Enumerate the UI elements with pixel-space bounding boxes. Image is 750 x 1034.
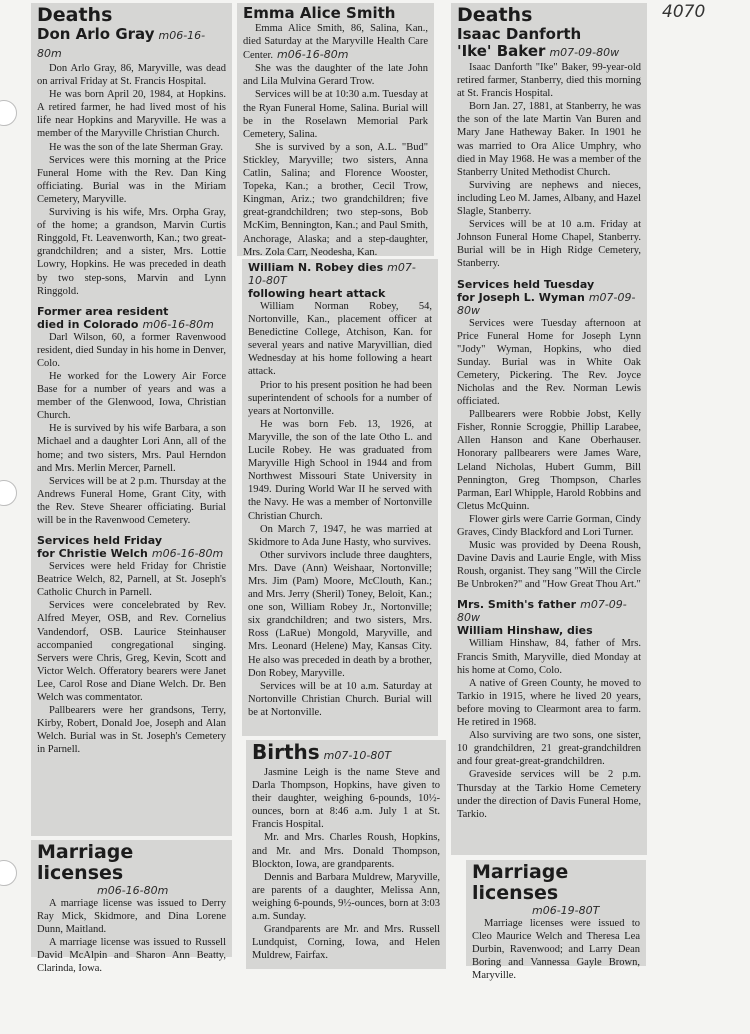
baker-paragraph: Services will be at 10 a.m. Friday at Johnson Funeral Home Chapel, Stanberry. Burial will be in High Ridge Cemetery, Stanberry.: [457, 219, 641, 270]
clipping-marriage-licenses-left: [31, 840, 232, 975]
robey-paragraph: He was born Feb. 13, 1926, at Maryville, the son of the late Otho L. and Lucile Robey. He was graduated from Maryville High School in 1944 and from Northwest Missouri State University in 1949. During World War II he served with the Navy. He was a member of Nortonville Christian Church.: [248, 418, 432, 522]
baker-paragraph: Born Jan. 27, 1881, at Stanberry, he was the son of the late Martin Van Buren and Mary Jane Hatheway Baker. In 1901 he was married to Ora Alice Umphry, who died in May 1968. He was a member of the Stanberry United Methodist Church.: [457, 101, 641, 178]
page-number: 4070: [662, 2, 706, 22]
gray-paragraph: Surviving is his wife, Mrs. Orpha Gray, of the home; a grandson, Marvin Curtis Ringgold, Ft. Leavenworth, Kan.; two great-grandchildren; and a sister, Mrs. Lottie Lowry, Hopkins. He was preceded in death by two step-sons, Marvin and Lynn Ringgold.: [37, 207, 226, 297]
baker-title-line2: 'Ike' Baker: [457, 42, 546, 60]
welch-headline-line1: Services held Friday: [37, 534, 163, 548]
wyman-paragraph: Services were Tuesday afternoon at Price Funeral Home for Joseph Lynn "Jody" Wyman, Hopkins, who died Sunday. Burial was in White Oak Cemetery, Pickering. The Rev. Joyce Nicholas and the Rev. Norman Lewis officiated.: [457, 317, 641, 408]
clipping-births: [246, 740, 446, 969]
obituary-title-baker: [457, 26, 641, 61]
baker-paragraph: Surviving are nephews and nieces, including Leo M. James, Albany, and Hazel Slagle, Stanberry.: [457, 179, 641, 218]
wilson-paragraph: He worked for the Lowery Air Force Base for a number of years and was a member of the Glenwood, Iowa, Christian Church.: [37, 370, 226, 422]
gray-paragraph: Services were this morning at the Price Funeral Home with the Rev. Dan King officiating. Burial was in the Miriam Cemetery, Maryville.: [37, 154, 226, 205]
clipping-left-column: [31, 3, 232, 836]
wilson-headline-line1: Former area resident: [37, 304, 169, 318]
robey-headline-line2: following heart attack: [248, 287, 386, 300]
births-paragraph: Grandparents are Mr. and Mrs. Russell Lundquist, Corning, Iowa, and Helen Muldrew, Fairfax.: [252, 924, 440, 962]
deaths-header-right: Deaths: [457, 4, 533, 26]
handwritten-date-note: m07-09-80w: [549, 46, 620, 59]
hinshaw-headline-line1: Mrs. Smith's father: [457, 598, 577, 612]
gray-title-text: Don Arlo Gray: [37, 25, 155, 43]
handwritten-date-note: m06-16-80m: [277, 48, 349, 62]
hinshaw-headline: [457, 598, 641, 637]
wilson-paragraph: He is survived by his wife Barbara, a son Michael and a daughter Lori Ann, all of the home; and two sisters, Mrs. Paul Herndon and Mrs. Merlin Mercer, Parnell.: [37, 423, 226, 474]
handwritten-date-note: m07-09-80w: [457, 598, 627, 625]
wyman-headline-line2: for Joseph L. Wyman: [457, 290, 585, 304]
handwritten-date-note: m07-10-80T: [323, 749, 392, 762]
wilson-paragraph: Darl Wilson, 60, a former Ravenwood resident, died Sunday in his home in Denver, Colo.: [37, 331, 226, 369]
births-paragraph: Dennis and Barbara Muldrew, Maryville, are parents of a daughter, Melissa Ann, weighing 6-pounds, 9½-ounces, born at 3:03 a.m. Sunday.: [252, 871, 440, 923]
welch-headline-line2: for Christie Welch: [37, 547, 148, 561]
hinshaw-paragraph: A native of Green County, he moved to Tarkio in 1915, where he lived 20 years, before moving to Clearmont area to farm. He retired in 1968.: [457, 677, 641, 729]
binder-hole-top: [0, 100, 17, 126]
binder-hole-middle: [0, 480, 17, 506]
handwritten-date-note: m06-16-80m: [37, 29, 206, 60]
clipping-emma-alice-smith: [237, 3, 434, 256]
robey-paragraph: On March 7, 1947, he was married at Skidmore to Ada June Hasty, who survives.: [248, 523, 432, 548]
wyman-headline-line1: Services held Tuesday: [457, 277, 595, 291]
wilson-paragraph: Services will be at 2 p.m. Thursday at the Andrews Funeral Home, Grant City, with the Rev. Steve Shearer officiating. Burial will be in the Ravenwood Cemetery.: [37, 475, 226, 526]
marriage-paragraph: Marriage licenses were issued to Cleo Maurice Welch and Theresa Lea Durbin, Ravenwood; and Larry Dean Boring and Vannessa Gayle Brown, Maryville.: [472, 918, 640, 982]
welch-headline: [37, 534, 226, 560]
clipping-marriage-licenses-right: [466, 860, 646, 982]
robey-headline: [248, 261, 432, 300]
deaths-header-left: Deaths: [37, 4, 113, 26]
robey-paragraph: Other survivors include three daughters, Mrs. Dave (Ann) Weishaar, Nortonville; Mrs. Jim (Pam) Moore, McClouth, Kan.; and Mrs. Jerry (Sheril) Toney, Beloit, Kan.; one son, William Robey Jr., Nortonville; six grandchildren; and two sisters, Mrs. Ross (LaRue) Mongold, Maryville, and Mrs. Leonard (Helene) May, Kansas City. He also was preceded in death by a brother, Don Robey, Maryville.: [248, 549, 432, 679]
births-paragraph: Mr. and Mrs. Charles Roush, Hopkins, and Mr. and Mrs. Donald Thompson, Blockton, Iowa, are grandparents.: [252, 832, 440, 870]
baker-title-line1: Isaac Danforth: [457, 25, 582, 43]
marriage-paragraph: A marriage license was issued to Russell David McAlpin and Sharon Ann Beatty, Clarinda, Iowa.: [37, 937, 226, 975]
births-header-text: Births: [252, 740, 320, 764]
smith-paragraph: She was the daughter of the late John and Lila Mulvina Gerard Trow.: [243, 63, 428, 88]
binder-hole-bottom: [0, 860, 17, 886]
births-paragraph: Jasmine Leigh is the name Steve and Darla Thompson, Hopkins, have given to their daughter, weighing 6-pounds, 10½-ounces, born at 8:46 a.m. July 1 at St. Francis Hospital.: [252, 767, 440, 831]
marriage-licenses-header: Marriage licenses: [37, 841, 134, 884]
hinshaw-paragraph: Also surviving are two sons, one sister, 10 grandchildren, 21 great-grandchildren and four great-great-grandchildren.: [457, 730, 641, 768]
hinshaw-headline-line2: William Hinshaw, dies: [457, 624, 593, 638]
marriage-paragraph: A marriage license was issued to Derry Ray Mick, Skidmore, and Dina Lorene Dunn, Maitland.: [37, 898, 226, 936]
robey-headline-line1: William N. Robey dies: [248, 261, 384, 274]
robey-paragraph: Services will be at 10 a.m. Saturday at Nortonville Christian Church. Burial will be at Nortonville.: [248, 680, 432, 718]
wilson-headline-line2: died in Colorado: [37, 317, 139, 331]
wilson-headline: [37, 305, 226, 331]
smith-paragraph: Services will be at 10:30 a.m. Tuesday at the Ryan Funeral Home, Salina. Burial will be in the Roselawn Memorial Park Cemetery, Salina.: [243, 89, 428, 140]
gray-paragraph: He was born April 20, 1984, at Hopkins. A retired farmer, he had lived most of his life near Hopkins and Maryville. He was a member of the Maryville Christian Church.: [37, 89, 226, 140]
obituary-title-smith: Emma Alice Smith: [243, 4, 396, 22]
hinshaw-paragraph: Graveside services will be 2 p.m. Thursday at the Tarkio Home Cemetery under the direction of Davis Funeral Home, Tarkio.: [457, 769, 641, 820]
hinshaw-paragraph: William Hinshaw, 84, father of Mrs. Francis Smith, Maryville, died Monday at his home at Como, Colo.: [457, 638, 641, 676]
wyman-paragraph: Music was provided by Deena Roush, Davine Davis and Laurie Engle, with Miss Roush, organist. They sang "Will the Circle Be Unbroken?" and "How Great Thou Art.": [457, 540, 641, 591]
robey-paragraph: William Norman Robey, 54, Nortonville, Kan., placement officer at Benedictine College, Atchison, Kan. for several years and native Maryvillian, died Wednesday at his home following a heart attack.: [248, 301, 432, 378]
handwritten-date-note: m07-09-80w: [457, 290, 636, 317]
welch-paragraph: Services were concelebrated by Rev. Alfred Meyer, OSB, and Rev. Cornelius Vandendorf, OSB. Laurice Steinhauser accompanied congregational singing. Servers were Chris, Greg, Kevin, Scott and Victor Welch. Offeratory bearers were Janet Lee, Carol Rose and Diane Welch. Dr. Ben Welch was commentator.: [37, 600, 226, 704]
smith-paragraph: She is survived by a son, A.L. "Bud" Stickley, Maryville; two sisters, Anna Catlin, Salina; and Florence Wooster, Topeka, Kan.; a brother, Cecil Trow, Kingman, Ariz.; two grandchildren; five great-grandchildren; two step-sons, Bob McKim, Bennington, Kan.; and Paul Smith, Anchorage, Alaska; and a step-daughter, Mrs. Zola Carr, Neodesha, Kan.: [243, 141, 428, 258]
marriage-licenses-header: Marriage licenses: [472, 861, 569, 904]
gray-paragraph: Don Arlo Gray, 86, Maryville, was dead on arrival Friday at St. Francis Hospital.: [37, 63, 226, 88]
handwritten-date-note: m06-16-80m: [97, 884, 169, 897]
wyman-headline: [457, 278, 641, 317]
clipping-william-robey: [242, 259, 438, 736]
handwritten-date-note: m06-19-80T: [532, 904, 600, 917]
births-header: [252, 742, 440, 766]
smith-paragraph-text: Emma Alice Smith, 86, Salina, Kan., died Saturday at the Maryville Health Care Center.: [243, 23, 428, 62]
robey-paragraph: Prior to his present position he had been superintendent of schools for a number of years at Nortonville.: [248, 379, 432, 417]
clipping-right-column: [451, 3, 647, 855]
welch-paragraph: Pallbearers were her grandsons, Terry, Kirby, Robert, Donald Joe, Joseph and Alan Welch. Burial was in St. Joseph's Cemetery in Parnell.: [37, 705, 226, 756]
smith-paragraph: [243, 22, 428, 62]
baker-paragraph: Isaac Danforth "Ike" Baker, 99-year-old retired farmer, Stanberry, died this morning at St. Francis Hospital.: [457, 62, 641, 100]
gray-paragraph: He was the son of the late Sherman Gray.: [49, 141, 223, 153]
welch-paragraph: Services were held Friday for Christie Beatrice Welch, 82, Parnell, at St. Joseph's Catholic Church in Parnell.: [37, 561, 226, 599]
wyman-paragraph: Pallbearers were Robbie Jobst, Kelly Fisher, Ronnie Scroggie, Phillip Larabee, Allen Hanson and Kane Oberhauser. Honorary pallbearers were James Ware, Leland Nicholas, Hubert Gumm, Bill Pennington, Greg Thompson, Charles Parman, Earl Whipple, Harold Robbins and Cletus McQuinn.: [457, 409, 641, 512]
handwritten-date-note: m06-16-80m: [151, 547, 224, 561]
obituary-title-gray: [37, 26, 226, 62]
handwritten-date-note: m06-16-80m: [142, 317, 214, 331]
wyman-paragraph: Flower girls were Carrie Gorman, Cindy Graves, Cindy Blackford and Lori Turner.: [457, 513, 641, 538]
handwritten-date-note: m07-10-80T: [248, 261, 416, 287]
